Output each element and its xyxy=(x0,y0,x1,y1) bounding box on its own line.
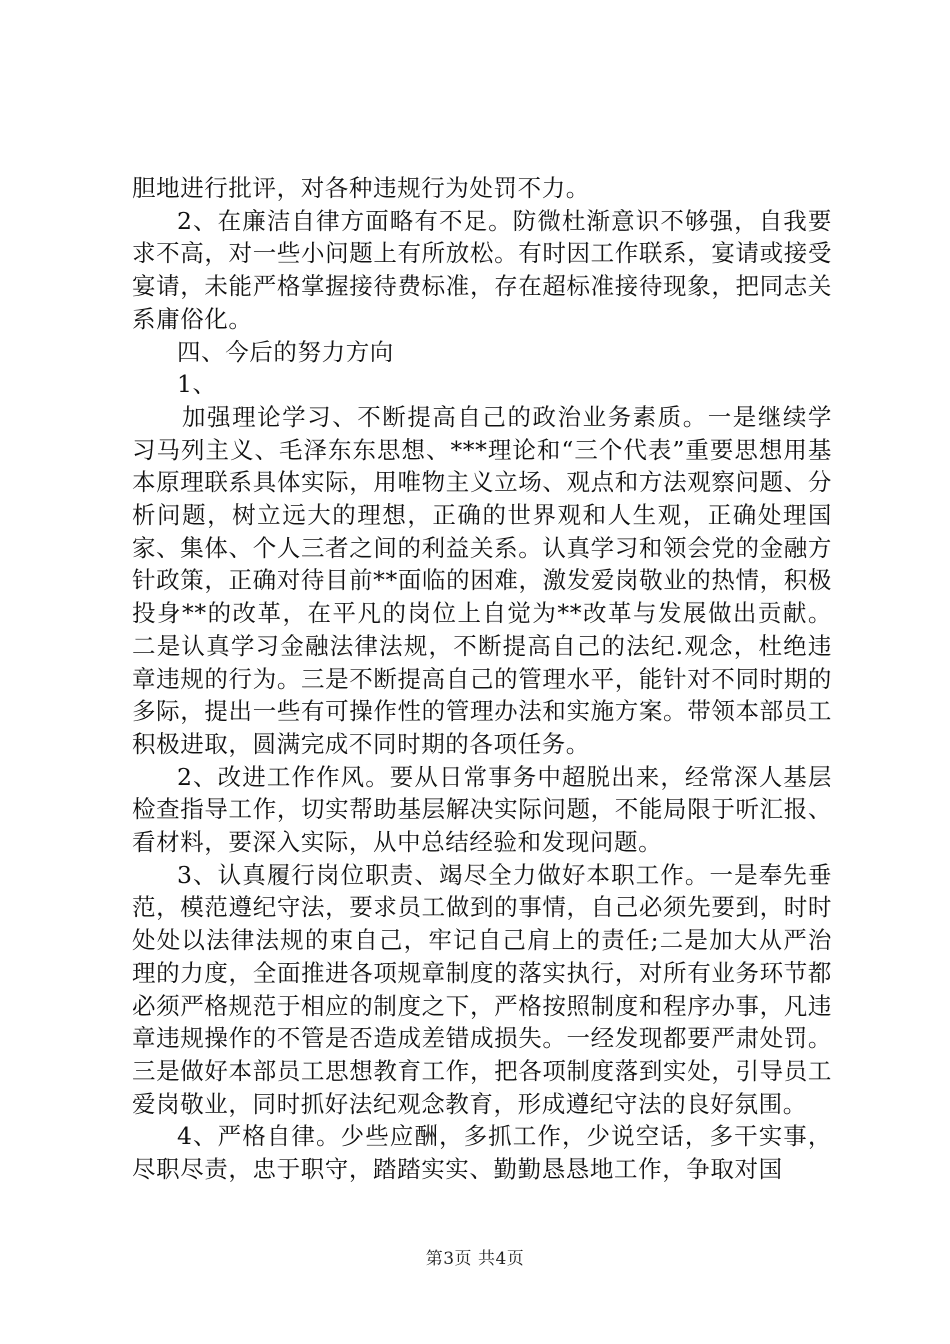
paragraph-number: 1、 xyxy=(177,370,217,399)
page-number-footer: 第3页 共4页 xyxy=(425,1249,525,1269)
paragraph-theory-study: 加强理论学习、不断提高自己的政治业务素质。一是继续学习马列主义、毛泽东东思想、***理论和“三个代表”重要思想用基本原理联系具体实际，用唯物主义立场、观点和方法观察问题、分析问题，树立远大的理想，正确的世界观和人生观，正确处理国家、集体、个人三者之间的利益关系。认真学习和领会党的金融方针政策，正确对待目前**面临的困难，激发爱岗敬业的热情，积极投身**的改革，在平凡的岗位上自觉为**改革与发展做出贡献。二是认真学习金融法律法规，不断提高自己的法纪.观念，杜绝违章违规的行为。三是不断提高自己的管理水平，能针对不同时期的多际，提出一些有可操作性的管理办法和实施方案。带领本部员工积极进取，圆满完成不同时期的各项任务。 xyxy=(132,402,832,758)
paragraph-duties: 3、认真履行岗位职责、竭尽全力做好本职工作。一是奉先垂范，模范遵纪守法，要求员工做到的事情，自己必须先要到，时时处处以法律法规的束自己，牢记自己肩上的责任;二是加大从严治理的力度，全面推进各项规章制度的落实执行，对所有业务环节都必须严格规范于相应的制度之下，严格按照制度和程序办事，凡违章违规操作的不管是否造成差错成损失。一经发现都要严肃处罚。三是做好本部员工思想教育工作，把各项制度落到实处，引导员工爱岗敬业，同时抓好法纪观念教育，形成遵纪守法的良好氛围。 xyxy=(132,860,832,1118)
paragraph-continuation: 胆地进行批评，对各种违规行为处罚不力。 xyxy=(132,174,590,202)
section-heading: 四、今后的努力方向 xyxy=(177,337,394,366)
paragraph-self-discipline: 2、在廉洁自律方面略有不足。防微杜渐意识不够强，自我要求不高，对一些小问题上有所放松。有时因工作联系，宴请或接受宴请，未能严格掌握接待费标准，存在超标准接待现象，把同志关系庸俗化。 xyxy=(132,206,832,333)
paragraph-strict-self-discipline: 4、严格自律。少些应酬，多抓工作，少说空话，多干实事，尽职尽责，忠于职守，踏踏实实、勤勤恳恳地工作，争取对国 xyxy=(132,1122,832,1184)
paragraph-work-style: 2、改进工作作风。要从日常事务中超脱出来，经常深人基层检查指导工作，切实帮助基层解决实际问题，不能局限于听汇报、看材料，要深入实际，从中总结经验和发现问题。 xyxy=(132,762,832,857)
document-body xyxy=(132,172,832,1186)
